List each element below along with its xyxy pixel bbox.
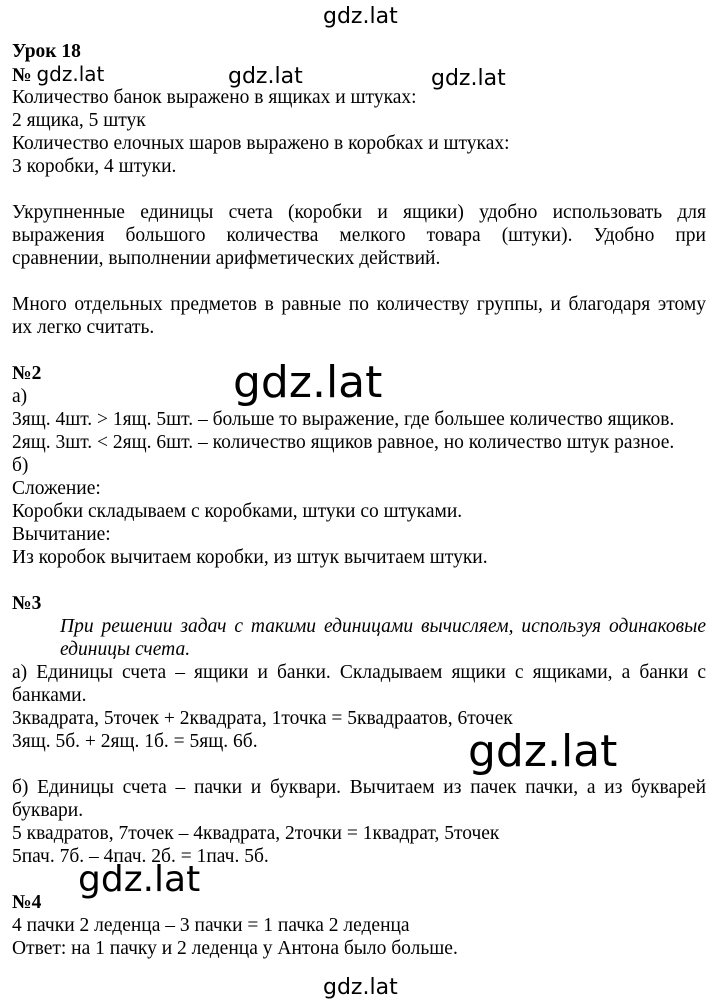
text-line: 4 пачки 2 леденца – 3 пачки = 1 пачка 2 леденца [12,915,410,936]
text-line: а) [12,386,28,407]
text-line: 5 квадратов, 7точек – 4квадрата, 2точки = 1квадрат, 5точек [12,823,500,844]
italic-note-line: При решении задач с такими единицами вычисляем, используя одинаковые [60,616,706,637]
section-4-number: №4 [12,892,42,913]
watermark-small: gdz.lat [228,64,303,89]
watermark-top: gdz.lat [323,4,398,29]
text-line: 5пач. 7б. – 4пач. 2б. = 1пач. 5б. [12,846,269,867]
watermark-bottom: gdz.lat [323,975,398,1000]
text-line: Коробки складываем с коробками, штуки со штуками. [12,501,463,522]
text-line: б) Единицы счета – пачки и буквари. Вычитаем из пачек пачки, а из букварей [12,777,706,798]
text-line: 2 ящика, 5 штук [12,110,146,131]
text-line: банками. [12,685,87,706]
section-3-number: №3 [12,593,42,614]
text-line: 3ящ. 4шт. > 1ящ. 5шт. – больше то выражение, где большее количество ящиков. [12,409,675,430]
watermark-inline: gdz.lat [36,62,105,86]
section-1-number [12,63,104,87]
text-line: Много отдельных предметов в равные по количеству группы, и благодаря этому [12,294,706,315]
watermark-small: gdz.lat [431,66,506,91]
text-line: Количество банок выражено в ящиках и штуках: [12,87,417,108]
watermark-large: gdz.lat [233,357,383,408]
section-number: № [12,65,32,86]
text-line: Сложение: [12,478,101,499]
text-line: Вычитание: [12,524,111,545]
lesson-title: Урок 18 [12,41,81,62]
text-line: 2ящ. 3шт. < 2ящ. 6шт. – количество ящиков равное, но количество штук разное. [12,432,675,453]
text-line: а) Единицы счета – ящики и банки. Складываем ящики с ящиками, а банки с [12,662,706,683]
text-line: Количество елочных шаров выражено в коробках и штуках: [12,133,510,154]
text-line: сравнении, выполнении арифметических действий. [12,248,441,269]
text-line: Ответ: на 1 пачку и 2 леденца у Антона было больше. [12,938,458,959]
text-line: выражения большого количества мелкого товара (штуки). Удобно при [12,225,706,246]
text-line: 3 коробки, 4 штуки. [12,156,177,177]
text-line: 3квадрата, 5точек + 2квадрата, 1точка = 5квадраатов, 6точек [12,708,513,729]
text-line: их легко считать. [12,317,155,338]
text-line: буквари. [12,800,84,821]
italic-note-line: единицы счета. [60,639,191,660]
watermark-large: gdz.lat [468,726,618,777]
text-line: Из коробок вычитаем коробки, из штук вычитаем штуки. [12,547,488,568]
section-2-number: №2 [12,363,42,384]
text-line: б) [12,455,29,476]
text-line: 3ящ. 5б. + 2ящ. 1б. = 5ящ. 6б. [12,731,258,752]
text-line: Укрупненные единицы счета (коробки и ящики) удобно использовать для [12,202,706,223]
watermark-large: gdz.lat [78,859,201,900]
